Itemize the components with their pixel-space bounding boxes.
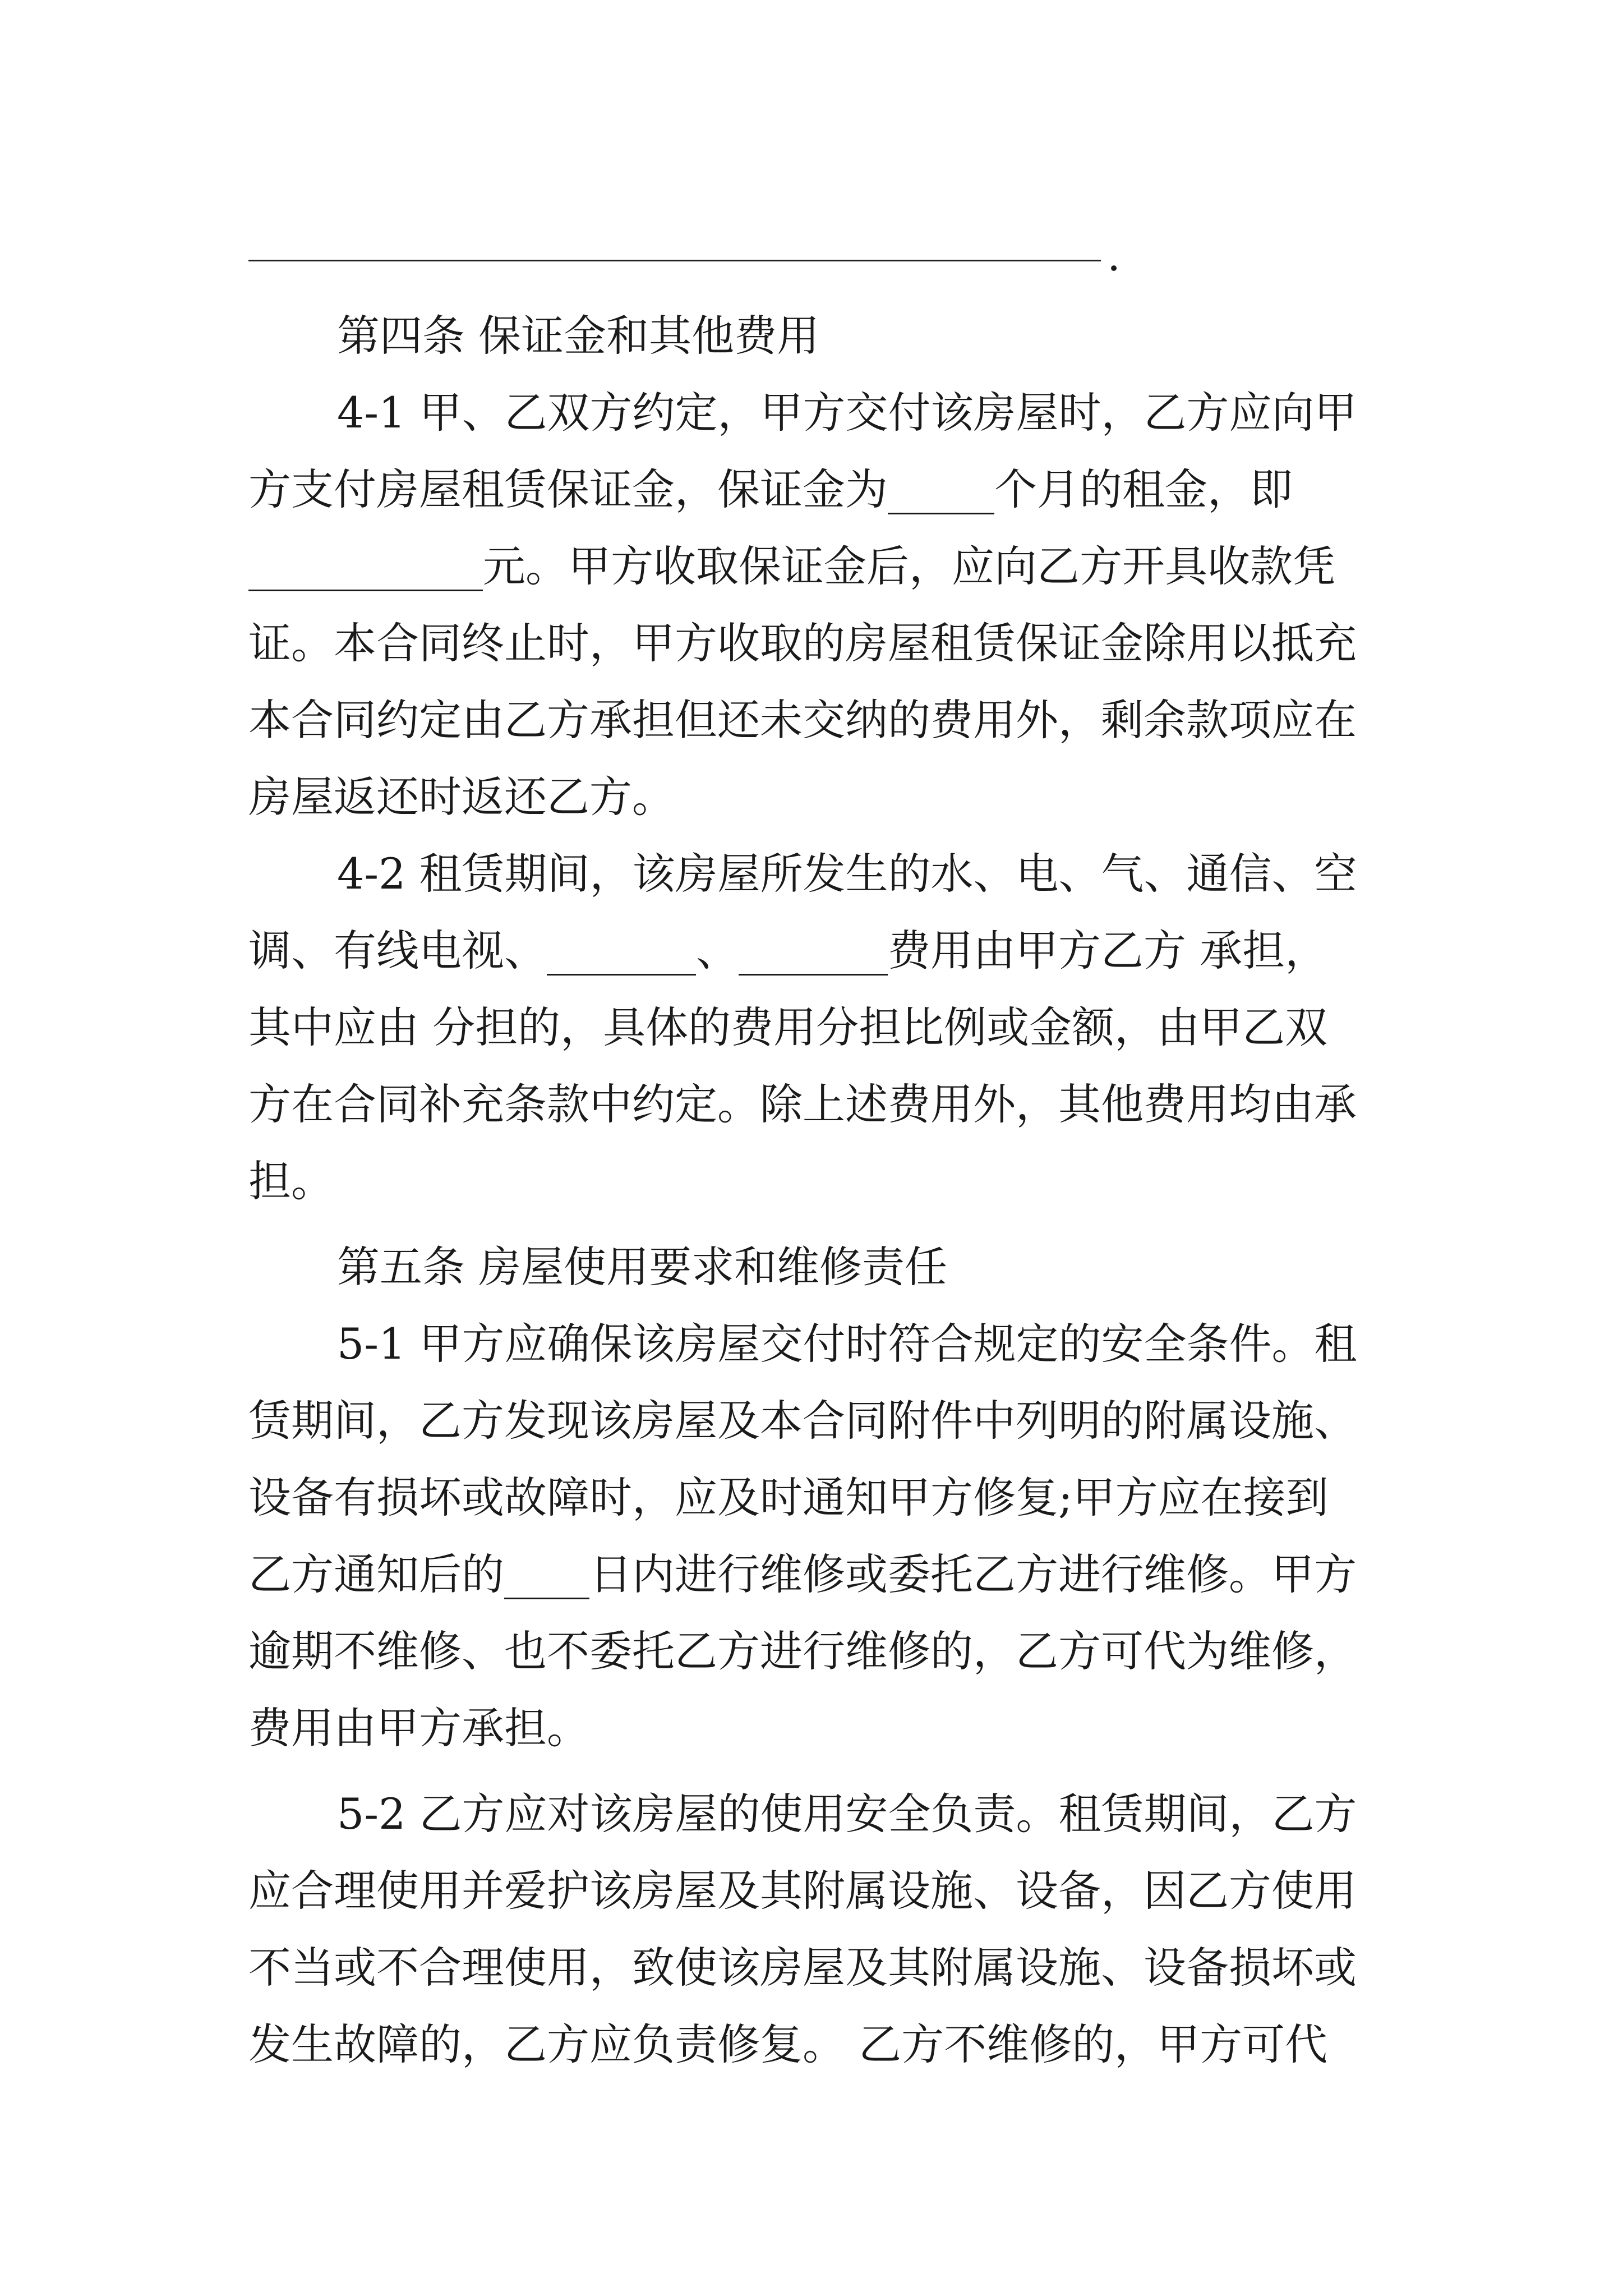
text-line: 第五条 房屋使用要求和维修责任 — [337, 1242, 948, 1292]
text-line: ___________元。甲方收取保证金后，应向乙方开具收款凭 — [248, 541, 1335, 591]
text-line: 不当或不合理使用，致使该房屋及其附属设施、设备损坏或 — [248, 1943, 1357, 1993]
blank-line-rule — [248, 260, 1101, 261]
text-line: 4-1 甲、乙双方约定，甲方交付该房屋时，乙方应向甲 — [337, 388, 1357, 438]
text-line: 应合理使用并爱护该房屋及其附属设施、设备，因乙方使用 — [248, 1866, 1357, 1916]
text-line: 方支付房屋租赁保证金，保证金为_____个月的租金，即 — [248, 464, 1293, 514]
text-line: 5-1 甲方应确保该房屋交付时符合规定的安全条件。租 — [337, 1319, 1357, 1369]
text-line: 发生故障的，乙方应负责修复。 乙方不维修的，甲方可代 — [248, 2019, 1328, 2069]
text-line: 乙方通知后的____日内进行维修或委托乙方进行维修。甲方 — [248, 1549, 1357, 1599]
text-line: 4-2 租赁期间，该房屋所发生的水、电、气、通信、空 — [337, 849, 1357, 899]
text-line: 费用由甲方承担。 — [248, 1703, 589, 1753]
text-line: 担。 — [248, 1156, 334, 1206]
text-line: 其中应由 分担的，具体的费用分担比例或金额，由甲乙双 — [248, 1002, 1328, 1052]
text-line: 第四条 保证金和其他费用 — [337, 311, 820, 361]
text-line: 方在合同补充条款中约定。除上述费用外，其他费用均由承 — [248, 1079, 1357, 1129]
text-line: 房屋返还时返还乙方。 — [248, 772, 675, 822]
period-mark: . — [1107, 231, 1121, 280]
text-line: 本合同约定由乙方承担但还未交纳的费用外，剩余款项应在 — [248, 695, 1357, 745]
text-line: 调、有线电视、_______、_______费用由甲方乙方 承担， — [248, 926, 1328, 976]
text-line: 证。本合同终止时，甲方收取的房屋租赁保证金除用以抵充 — [248, 618, 1357, 668]
text-line: 赁期间，乙方发现该房屋及本合同附件中列明的附属设施、 — [248, 1396, 1357, 1446]
text-line: 5-2 乙方应对该房屋的使用安全负责。租赁期间，乙方 — [337, 1789, 1357, 1839]
text-line: 设备有损坏或故障时，应及时通知甲方修复;甲方应在接到 — [248, 1473, 1329, 1522]
text-line: 逾期不维修、也不委托乙方进行维修的，乙方可代为维修， — [248, 1626, 1357, 1676]
